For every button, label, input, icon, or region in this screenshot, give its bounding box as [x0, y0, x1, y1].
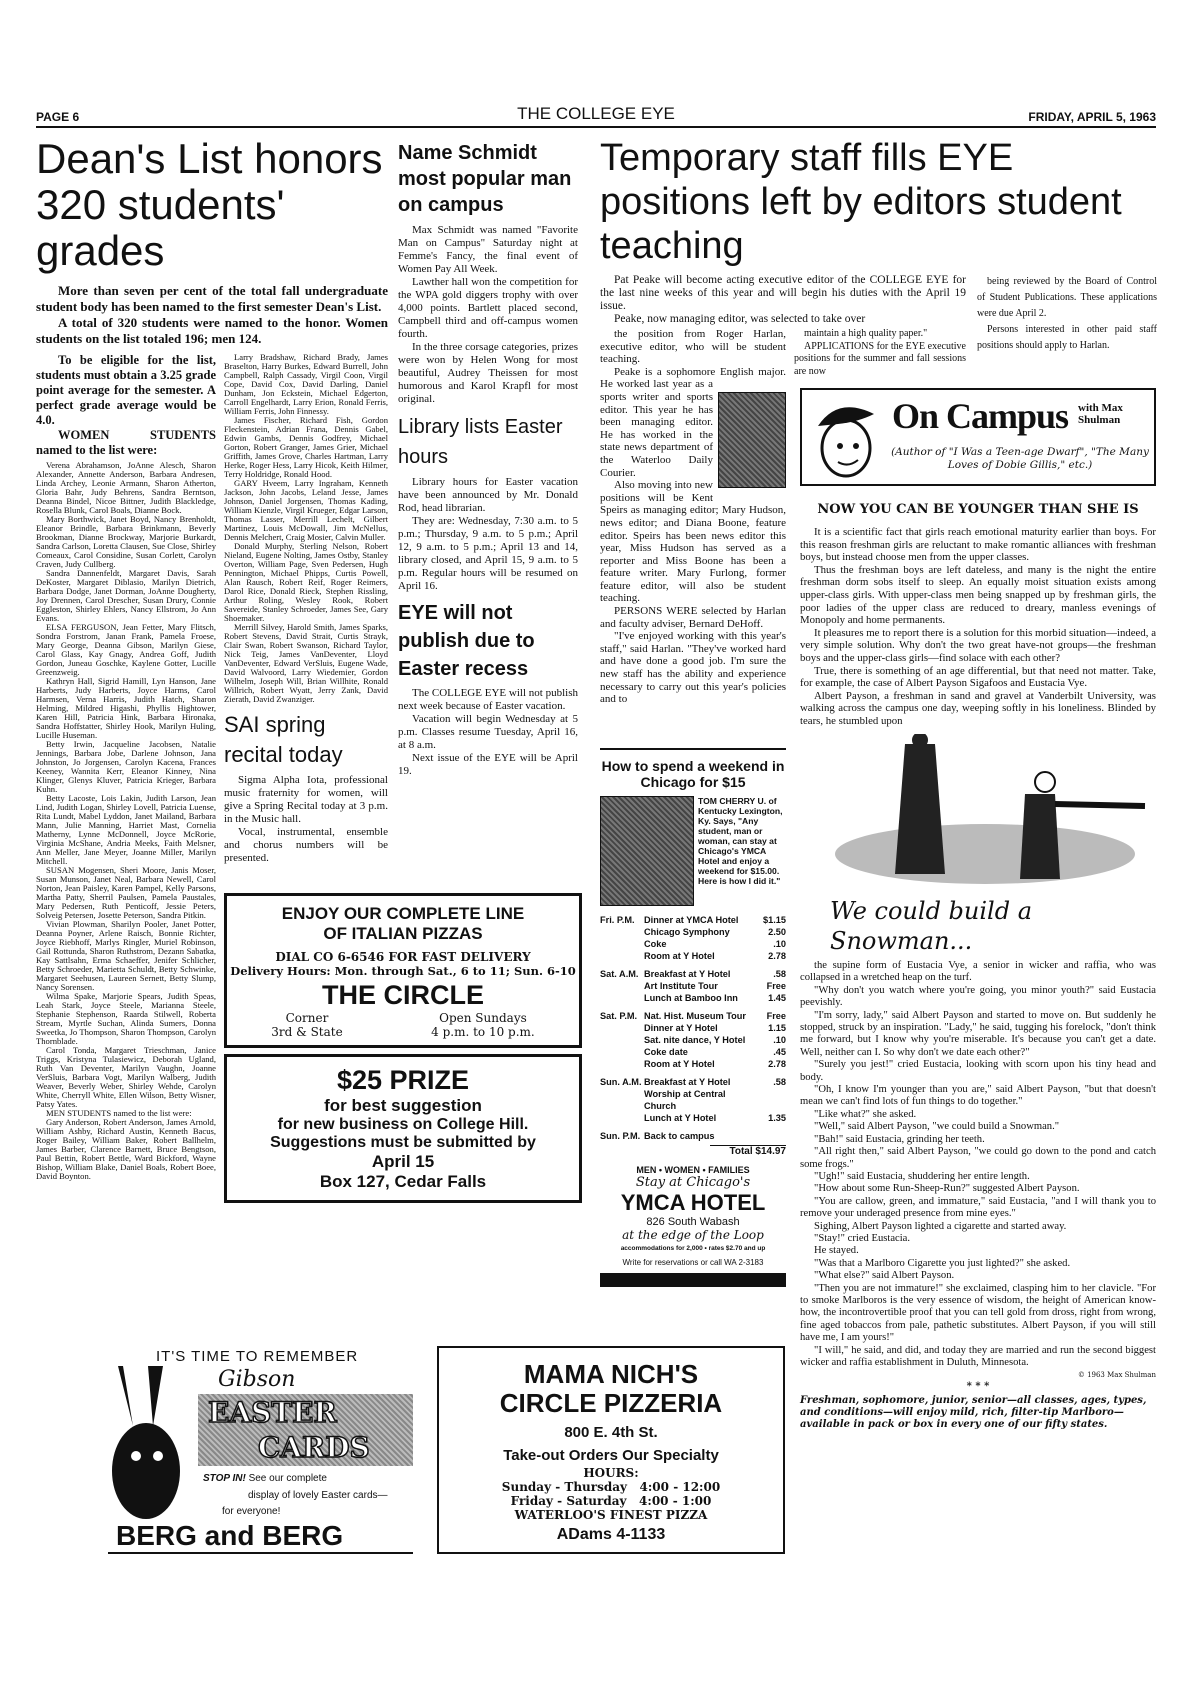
on-campus-banner	[800, 388, 1156, 486]
paragraph: the position from Roger Harlan, executive editor, who will be student teaching.	[600, 328, 786, 366]
itinerary-time	[600, 1112, 644, 1124]
itinerary-item: Lunch at Y Hotel	[644, 1113, 717, 1123]
paragraph: Also moving into new positions will be Kent Speirs as managing editor; Mary Hudson, news editor; and Diana Boone, feature editor. Speirs has been news editor this year, Miss Hudson has served as a reporter and Miss Boone has been a feature writer. Mary Furlong, former feature editor, will also be student teaching.	[600, 479, 786, 605]
eye-recess-headline: EYE will not publish due to Easter recess	[398, 602, 535, 680]
itinerary-row	[600, 914, 786, 926]
staff-col-a	[600, 328, 786, 706]
itinerary-cost: 2.78	[768, 951, 786, 961]
itinerary-row	[600, 926, 786, 938]
paragraph: Kathryn Hall, Sigrid Hamill, Lyn Hanson, Jane Harberts, Judy Harberts, Joyce Harms, Carol Harmsen, Verna Harris, Judith Hatch, Sharon Helming, Mildred Higashi, Phyllis Hightower, Karen Hill, Patricia Hink, Barbara Hironaka, Sandra Hoffstatter, Shirley Hook, Marilyn Huling, Lucille Huseman.	[36, 675, 216, 740]
itinerary-time	[600, 1046, 644, 1058]
cartoon-illustration	[815, 734, 1155, 894]
deans-intro	[36, 283, 388, 347]
itinerary-row	[600, 968, 786, 980]
paragraph: Donald Murphy, Sterling Nelson, Robert Nieland, Eugene Nolting, James Ostby, Stanley Overton, William Page, Sven Pedersen, Hugh Pennington, Michael Phipps, Curtis Powell, Alan Rausch, Robert Reif, Roger Reimers, Darol Rice, Donald Rieck, Stephen Rissling, Arthur Roling, Wesley Rook, Robert Savereide, Stanley Schroeder, James See, Gary Shoemaker.	[224, 540, 388, 623]
ad-hours: Delivery Hours: Mon. through Sat., 6 to 11; Sun. 6-10	[230, 964, 576, 978]
paragraph: The COLLEGE EYE will not publish next week because of Easter vacation.	[398, 687, 578, 712]
paragraph: GARY Hveem, Larry Ingraham, Kenneth Jackson, John Jacobs, Leland Jesse, James Johnson, Daniel Jorgensen, Thomas Kading, William Kienzle, Virgil Krueger, Edgar Larson, Thomas Lasser, Merrill Lechelt, Gilbert Martinez, Louis McDowall, Jim McNellus, Dennis Melchert, Craig Mosier, Calvin Muller.	[224, 477, 388, 542]
ad-line: See our complete	[248, 1473, 327, 1484]
itinerary-item: Coke date	[644, 1047, 688, 1057]
paragraph: Carol Tonda, Margaret Trieschman, Janice Triggs, Kristyna Tulasiewicz, Deborah Ugland, Ruth Van Deventer, Marilyn Vaughn, Joanne VerSluis, Barbara Vogt, Marilyn Walberg, Judith Weaver, Beverly Weber, Shirley Wehde, Carolyn White, Cherryll White, Ellen Wilson, Betty Wisner, Patsy Yates.	[36, 1044, 216, 1109]
itinerary-row	[600, 1076, 786, 1088]
itinerary-cost: 1.35	[768, 1113, 786, 1123]
staff-lead	[600, 274, 966, 326]
issue-date: FRIDAY, APRIL 5, 1963	[1028, 110, 1156, 124]
itinerary-item: Dinner at YMCA Hotel	[644, 915, 739, 925]
on-campus-logo: On Campus	[892, 396, 1069, 436]
columnist-name: with Max Shulman	[1078, 402, 1123, 426]
paragraph: Mary Borthwick, Janet Boyd, Nancy Brenholdt, Eleanor Brindle, Barbara Brinkmann, Beverly Brookman, Dianne Brockway, Marjorie Burkardt, Sandra Carlson, Loretta Clausen, Sue Close, Shirley Comeaux, Carol Considine, Susan Corlett, Carolyn Craven, Judy Cullberg.	[36, 513, 216, 569]
paragraph: They are: Wednesday, 7:30 a.m. to 5 p.m.; Thursday, 9 a.m. to 5 p.m.; April 12, 9 a.m. to 5 p.m.; April 13 and 14, library closed, and April 15, 9 a.m. to 5 p.m. Regular hours will be resumed on April 16.	[398, 515, 578, 592]
paragraph: Peake is a sophomore English major. He worked last year as a sports writer and sports editor. This year he has been managing editor. He has worked in the state news department of the Waterloo Daily Courier.	[600, 365, 786, 479]
itinerary-cost: $1.15	[763, 915, 786, 925]
itinerary-cost: 2.78	[768, 1059, 786, 1069]
ad-hours-time: 4:00 - 1:00	[639, 1494, 712, 1508]
itinerary-row	[600, 980, 786, 992]
paragraph: Peake, now managing editor, was selected to take over	[614, 313, 866, 325]
deans-list-headline: Dean's List honors 320 students' grades	[36, 135, 383, 275]
itinerary-item: Room at Y Hotel	[644, 1059, 715, 1069]
paragraph: It pleasures me to report there is a solution for this morbid situation—indeed, a very simple solution. Why don't the two great have-not groups—the freshman boys and the upper-class girls—find solace with each other?	[800, 626, 1156, 664]
paragraph: "Was that a Marlboro Cigarette you just lighted?" she asked.	[814, 1257, 1071, 1269]
itinerary-item: Nat. Hist. Museum Tour	[644, 1011, 746, 1021]
itinerary-row	[600, 1130, 786, 1142]
itinerary-item: Sat. nite dance, Y Hotel	[644, 1035, 746, 1045]
ymca-bar	[600, 1273, 786, 1287]
paragraph: Vivian Plowman, Sharilyn Pooler, Janet Potter, Deanna Poyner, Arlene Raisch, Bonnie Richter, Joyce Riebhoff, Marlys Ringler, Muriel Robinson, Gail Rottunda, Sharon Ruthstrom, Dezann Sabatka, Kay Sattlsahn, Erma Schaeffer, Jenifer Schlicher, Betty Schroeder, Marietta Schuldt, Betty Schwinke, Margaret Seehusen, Laureen Sernett, Betty Slump, Nancy Sorensen.	[36, 918, 216, 992]
staff-col-a-text	[600, 328, 786, 706]
paragraph: Larry Bradshaw, Richard Brady, James Braselton, Harry Burkes, Edward Burrell, John Campbell, Ralph Cassady, Virgil Coon, Virgil Cope, David Cox, David Darling, Daniel Dunham, Jon Eckstein, Michael Edgerton, Carroll Engelhardt, Larry Erion, Ronald Ferris, William Ferris, John Finnessy.	[224, 351, 388, 416]
ad-address: 800 E. 4th St.	[564, 1424, 658, 1441]
prize-ad	[224, 1054, 582, 1203]
itinerary-row	[600, 938, 786, 950]
deans-column-1	[36, 353, 216, 1181]
sai-headline: SAI spring recital today	[224, 711, 343, 767]
paragraph: "Ugh!" said Eustacia, shuddering her entire length.	[814, 1170, 1030, 1182]
ad-line: Take-out Orders Our Specialty	[503, 1447, 719, 1464]
itinerary-row	[600, 1088, 786, 1112]
ad-line: Corner	[285, 1011, 329, 1025]
ad-hours-days: Sunday - Thursday	[501, 1480, 627, 1494]
itinerary-cost: Free	[766, 1011, 786, 1021]
ad-hours-time: 4:00 - 12:00	[639, 1480, 721, 1494]
itinerary-time: Sun. A.M.	[600, 1077, 642, 1087]
ad-line: 4 p.m. to 10 p.m.	[431, 1025, 535, 1039]
paragraph: He stayed.	[814, 1245, 859, 1257]
cartoon-caption: We could build a Snowman...	[830, 897, 1033, 955]
eye-recess-body	[398, 687, 578, 778]
itinerary-time: Sat. P.M.	[600, 1011, 638, 1021]
deans-men-list	[224, 353, 388, 704]
paragraph: Thus the freshman boys are left dateless, and many is the night the entire freshman dorm sobs itself to sleep. An equally moist situation exists among upper-class girls. With upper-class men being snapped up by freshman girls, the poor ladies of the upper class are reduced to dreary, manless evenings of Monopoly and home permanents.	[800, 563, 1156, 627]
paragraph: Next issue of the EYE will be April 19.	[398, 752, 578, 777]
paragraph: being reviewed by the Board of Control of Student Publications. These applications were due April 2.	[977, 276, 1157, 319]
paragraph: Gary Anderson, Robert Anderson, James Arnold, William Ashby, Richard Austin, Kenneth Bacus, Roger Bailey, William Baker, Robert Ballhelm, James Barber, Clarence Barnett, Bruce Bengtson, Paul Bettin, Robert Bettle, Ward Bickford, Wayne Bishop, William Blake, Daniel Boals, Robert Boee, David Boynton.	[36, 1116, 216, 1181]
paragraph: "Surely you jest!" cried Eustacia, looking with scorn upon his tiny head and body.	[800, 1059, 1156, 1083]
itinerary-item: Worship at Central Church	[644, 1089, 726, 1111]
paragraph: SUSAN Mogensen, Sheri Moore, Janis Moser, Susan Munson, Janet Neal, Barbara Newell, Carol Norton, Jean Paisley, Karen Pampel, Kelly Parsons, Martha Patty, Sherril Paulsen, Pamela Paustales, Mary Pedersen, Ruth Penticoff, Jessie Peters, Solveig Petersen, Josette Peterson, Sandra Pitkin.	[36, 864, 216, 920]
ymca-stay: Stay at Chicago's	[635, 1175, 751, 1190]
itinerary-item: Breakfast at Y Hotel	[644, 969, 731, 979]
paragraph: "Stay!" cried Eustacia.	[814, 1232, 911, 1244]
ad-line: 3rd & State	[271, 1025, 343, 1039]
ad-line: STOP IN!	[203, 1473, 246, 1484]
itinerary-row	[600, 1058, 786, 1070]
itinerary-item: Breakfast at Y Hotel	[644, 1077, 731, 1087]
paragraph: "Bah!" said Eustacia, grinding her teeth.	[814, 1133, 985, 1145]
itinerary-cost: 2.50	[768, 927, 786, 937]
ad-line: CIRCLE PIZZERIA	[499, 1388, 723, 1418]
itinerary-row	[600, 950, 786, 962]
paragraph: WOMEN STUDENTS named to the list were:	[36, 427, 216, 457]
paragraph: "Then you are not immature!" she exclaimed, clasping him to her clavicle. "For to smoke Marlboros is the very essence of wisdom, the height of American know-how, the incontrovertible proof that you can tell gold from dross, right from wrong, fine aged tobaccos from pale, pathetic substitutes. Albert Payson, if you will still have me, I am yours!"	[800, 1282, 1156, 1344]
staff-headline: Temporary staff fills EYE positions left by editors student teaching	[600, 137, 1122, 267]
paragraph: Sighing, Albert Payson lighted a cigarette and started away.	[814, 1220, 1067, 1232]
paragraph: "All right then," said Albert Payson, "we could go down to the pond and catch some frogs."	[800, 1146, 1156, 1170]
copyright: © 1963 Max Shulman	[1077, 1371, 1156, 1379]
paragraph: ELSA FERGUSON, Jean Fetter, Mary Flitsch, Sondra Forstrom, Janan Frank, Pamela Froese, Mary George, Deanna Gibson, Marilyn Giese, Carol Glass, Kay Gnagy, Andrea Goff, Judith Gordon, Juneau Goschke, Kaylene Gotter, Lucille Greenzweig.	[36, 621, 216, 677]
author-credit: (Author of "I Was a Teen-age Dwarf", "The Many Loves of Dobie Gillis," etc.)	[891, 446, 1149, 471]
itinerary-row	[600, 1034, 786, 1046]
itinerary-cost: .58	[773, 969, 786, 979]
itinerary-time: Fri. P.M.	[600, 915, 635, 925]
gibson-logo: Gibson	[218, 1367, 296, 1392]
paragraph: To be eligible for the list, students must obtain a 3.25 grade point average for the semester. A perfect grade average would be 4.0.	[36, 352, 216, 427]
paragraph: "Why don't you watch where you're going, you minor youth?" said Eustacia peevishly.	[800, 984, 1156, 1009]
paragraph: Wilma Spake, Marjorie Spears, Judith Speas, Leah Stark, Joyce Steele, Marianna Steele, Stephanie Stephenson, Raarda Stilwell, Roberta Stream, Myrtle Suchan, Alinda Sumers, Donna Sweetka, Jo Thompson, Sharon Thompson, Carolyn Thornblade.	[36, 990, 216, 1046]
ad-title: EASTER	[208, 1396, 337, 1429]
paper-name: THE COLLEGE EYE	[517, 104, 675, 123]
itinerary-cost: .58	[773, 1077, 786, 1087]
staff-col-b	[794, 328, 966, 378]
paragraph: "Like what?" she asked.	[814, 1108, 917, 1120]
bunny-icon	[108, 1366, 188, 1526]
masthead-bar	[36, 106, 1156, 128]
paragraph: Betty Lacoste, Lois Lakin, Judith Larson, Jean Lind, Judith Logan, Shirley Lovell, Patricia Luense, Rita Lundt, Mabel Lyddon, Janet Mailand, Barbara Mann, Julie Manning, Harriet Mast, Cornelia Matherny, Lynne McDonnell, Joyce McRorie, Virginia McShane, Andria Meeks, Faith Melsner, Ann Meller, Jane Meyer, Joanne Miller, Marilyn Mitchell.	[36, 792, 216, 866]
deans-column-2	[224, 353, 388, 865]
paragraph: Sandra Dannenfeldt, Margaret Davis, Sarah DeKoster, Margaret Diblasio, Marilyn Dietrich, Barbara Dodge, Janet Dorman, JoAnne Dougherty, Joy Drennen, Carol Drescher, Susan Drury, Connie Eggleston, Shirley Ehlers, Nancy Ellstrom, Jo Ann Evans.	[36, 567, 216, 623]
ymca-itinerary	[600, 914, 786, 1142]
ad-line: for best suggestion	[324, 1096, 482, 1115]
paragraph: MEN STUDENTS named to the list were:	[46, 1107, 192, 1118]
paragraph: Max Schmidt was named "Favorite Man on Campus" Saturday night at Femme's Fancy, the final event of Women Pay All Week.	[398, 224, 578, 275]
itinerary-time	[600, 926, 644, 938]
paragraph: Pat Peake will become acting executive editor of the COLLEGE EYE for the last nine weeks of this year and will begin his duties with the April 19 issue.	[600, 274, 966, 312]
paragraph: It is a scientific fact that girls reach emotional maturity earlier than boys. For this reason freshman girls are reluctant to make romantic alliances with freshman boys, but instead choose men from the upper classes.	[800, 526, 1156, 564]
itinerary-time	[600, 938, 644, 950]
itinerary-time	[600, 1034, 644, 1046]
ad-line: $25 PRIZE	[336, 1065, 470, 1095]
paragraph: James Fischer, Richard Fish, Gordon Fleckenstein, Adrian Frana, Dennis Gabel, Edwin Gambs, Dennis Godfrey, Michael Gorton, Robert Granger, James Grier, Michael Griffith, James Grove, Charles Hartman, Larry Herke, Roger Hess, Larry Hicok, Keith Hilmer, Terry Holdridge, Ronald Hood.	[224, 414, 388, 479]
itinerary-time	[600, 1022, 644, 1034]
ad-phone: ADams 4-1133	[556, 1526, 666, 1543]
paragraph: True, there is something of an age differential, but that need not matter. Take, for example, the case of Albert Payson Sigafoos and Eustacia Vye.	[800, 664, 1156, 690]
itinerary-item: Room at Y Hotel	[644, 951, 715, 961]
paragraph: "What else?" said Albert Payson.	[814, 1270, 955, 1282]
paragraph: Library hours for Easter vacation have been announced by Mr. Donald Rod, head librarian.	[398, 476, 578, 514]
itinerary-cost: .10	[773, 939, 786, 949]
itinerary-cost: .45	[773, 1047, 786, 1057]
paragraph: the supine form of Eustacia Vye, a senior in wicker and raffia, who was collapsed in a wretched heap on the turf.	[800, 960, 1156, 984]
itinerary-time	[600, 1088, 644, 1112]
itinerary-time	[600, 992, 644, 1004]
ad-phone: DIAL CO 6-6546 FOR FAST DELIVERY	[275, 950, 531, 964]
paragraph: "You are callow, green, and immature," said Eustacia, "and I will thank you to remove your underaged presence from mine eyes."	[800, 1195, 1156, 1220]
ymca-name: YMCA HOTEL	[620, 1190, 766, 1215]
ad-line: April 15	[371, 1152, 435, 1171]
itinerary-cost	[756, 1130, 786, 1142]
ymca-total: Total $14.97	[710, 1145, 786, 1157]
paragraph: Merrill Silvey, Harold Smith, James Sparks, Robert Stevens, David Strait, Curtis Strayk, Clair Swan, Robert Swanson, Richard Taylor, Nick Teig, James VanDeventer, Lloyd VanDeventer, Edward VerSluis, Eugene Wade, David Walvoord, Larry Wiedemier, Gordon Wilhelm, Joseph Will, Brian Willhite, Ronald Willrich, Robert Wyatt, Jerry Zank, David Zierath, David Zwanziger.	[224, 621, 388, 704]
ad-line: Box 127, Cedar Falls	[319, 1172, 487, 1191]
schmidt-body	[398, 224, 578, 406]
itinerary-item: Coke	[644, 939, 667, 949]
ymca-accom: accommodations for 2,000 • rates $2.70 and up	[620, 1245, 766, 1252]
ad-line: WATERLOO'S FINEST PIZZA	[514, 1508, 708, 1522]
paragraph: Albert Payson, a freshman in sand and gravel at Vanderbilt University, was walking across the campus one day, weeping softly in his loneliness. Blinded by tears, he stumbled upon	[800, 689, 1156, 727]
ymca-headline: How to spend a weekend in Chicago for $15	[601, 758, 785, 790]
ad-line: for everyone!	[222, 1506, 281, 1517]
ymca-edge: at the edge of the Loop	[622, 1228, 764, 1242]
easter-cards-ad	[108, 1346, 413, 1554]
library-body	[398, 476, 578, 593]
itinerary-item: Chicago Symphony	[644, 927, 730, 937]
paragraph: "I've enjoyed working with this year's staff," said Harlan. "They've worked hard and have done a good job. I'm sure the new staff has the ability and experience necessary to carry out this year's policies and to	[600, 630, 786, 706]
itinerary-cost: .10	[773, 1035, 786, 1045]
column-body-2	[800, 960, 1156, 1369]
marlboro-tagline: Freshman, sophomore, junior, senior—all classes, ages, types, and conditions—will enjoy mild, rich, filter-tip Marlboro—available in pack or box in every one of our fifty states.	[800, 1395, 1147, 1430]
paragraph: Verena Abrahamson, JoAnne Alesch, Sharon Alexander, Annette Anderson, Barbara Andresen, Linda Archey, Leonie Armann, Sharon Atherton, Gloria Bahr, Judy Behrens, Sandra Berntson, Deanna Bindel, Nicoe Bittner, Judith Blackledge, Rosella Blunk, Carol Boals, Dianne Bock.	[36, 459, 216, 515]
separator-stars: * * *	[966, 1381, 990, 1392]
caricature-icon	[808, 396, 880, 482]
middle-column	[398, 140, 578, 778]
paragraph: Lawther hall won the competition for the WPA gold diggers trophy with over 4,000 points. Bartlett placed second, Campbell third and off-campus women fourth.	[398, 276, 578, 340]
paragraph: "How about some Run-Sheep-Run?" suggested Albert Payson.	[814, 1183, 1080, 1195]
column-heading: NOW YOU CAN BE YOUNGER THAN SHE IS	[817, 502, 1139, 517]
page-number: PAGE 6	[36, 110, 80, 124]
ymca-write: Write for reservations or call WA 2-3183	[622, 1258, 764, 1267]
itinerary-row	[600, 1022, 786, 1034]
deans-eligibility	[36, 353, 216, 458]
schmidt-headline: Name Schmidt most popular man on campus	[398, 142, 572, 216]
itinerary-cost: Free	[766, 981, 786, 991]
paragraph: APPLICATIONS for the EYE executive positions for the summer and fall sessions are now	[794, 340, 966, 377]
itinerary-row	[600, 992, 786, 1004]
itinerary-time	[600, 950, 644, 962]
ad-line: OF ITALIAN PIZZAS	[323, 924, 483, 943]
ad-line: HOURS:	[583, 1466, 639, 1480]
itinerary-item: Lunch at Bamboo Inn	[644, 993, 738, 1003]
ymca-quote: TOM CHERRY U. of Kentucky Lexington, Ky. Says, "Any student, man or woman, can stay at Chicago's YMCA Hotel and enjoy a weekend for $15.00. Here is how I did it."	[698, 796, 783, 886]
paragraph: Vacation will begin Wednesday at 5 p.m. Classes resume Tuesday, April 16, at 8 a.m.	[398, 713, 578, 751]
ad-line: Suggestions must be submitted by	[270, 1134, 536, 1151]
paragraph: PERSONS WERE selected by Harlan and faculty adviser, Bernard DeHoff.	[600, 605, 786, 630]
paragraph: "Well," said Albert Payson, "we could build a Snowman."	[814, 1121, 1060, 1133]
sai-body	[224, 774, 388, 865]
ymca-ad	[600, 748, 786, 1287]
store-name: BERG and BERG	[116, 1520, 344, 1551]
itinerary-item: Back to campus	[644, 1131, 715, 1141]
paragraph: In the three corsage categories, prizes were won by Helen Wong for most beautiful, Audrey Theissen for most humorous and Karol Krapfl for most original.	[398, 341, 578, 405]
ad-line: IT'S TIME TO REMEMBER	[156, 1348, 359, 1365]
itinerary-row	[600, 1046, 786, 1058]
itinerary-row	[600, 1010, 786, 1022]
ad-line: for new business on College Hill.	[277, 1116, 529, 1133]
column-body-1	[800, 526, 1156, 728]
paragraph: Vocal, instrumental, ensemble and chorus numbers will be presented.	[224, 825, 388, 864]
itinerary-time: Sat. A.M.	[600, 969, 639, 979]
itinerary-cost: 1.15	[768, 1023, 786, 1033]
ad-line: ENJOY OUR COMPLETE LINE	[281, 904, 525, 923]
itinerary-time	[600, 1058, 644, 1070]
itinerary-time: Sun. P.M.	[600, 1131, 641, 1141]
itinerary-cost	[756, 1088, 786, 1112]
paragraph: "I will," he said, and did, and today they are married and run the second biggest wicker and raffia establishment in Duluth, Minnesota.	[800, 1344, 1156, 1368]
paragraph: "I'm sorry, lady," said Albert Payson and started to move on. But suddenly he stopped, struck by an inspiration. "Lady," he said, tugging his forelock, "don't think me forward, but I know why you're miserable. It's because you can't get a date. Well, neither can I. So why don't we date each other?"	[800, 1009, 1156, 1058]
paragraph: Betty Irwin, Jacqueline Jacobsen, Natalie Jennings, Barbara Jobe, Darlene Johnson, Jana Johnston, Jo Jorgensen, Carolyn Kacena, Frances Keeney, Wannita Kerr, Eleanor Kinney, Nina Klinger, Glenys Kluver, Patricia Krieger, Barbara Kuhn.	[36, 738, 216, 794]
deans-women-list	[36, 461, 216, 1181]
itinerary-row	[600, 1112, 786, 1124]
ad-line: Open Sundays	[439, 1011, 527, 1025]
mama-nichs-ad	[437, 1346, 785, 1554]
paragraph: Persons interested in other paid staff positions should apply to Harlan.	[977, 324, 1157, 351]
portrait-photo	[718, 392, 786, 488]
ad-title: CARDS	[258, 1431, 370, 1464]
staff-col-c	[977, 274, 1157, 354]
library-headline: Library lists Easter hours	[398, 416, 563, 468]
paragraph: A total of 320 students were named to the honor. Women students on the list totaled 196; men 124.	[36, 314, 388, 346]
itinerary-item: Dinner at Y Hotel	[644, 1023, 718, 1033]
paragraph: More than seven per cent of the total fall undergraduate student body has been named to the first semester Dean's List.	[36, 282, 388, 314]
itinerary-cost: 1.45	[768, 993, 786, 1003]
ymca-address: 826 South Wabash	[646, 1216, 740, 1228]
itinerary-time	[600, 980, 644, 992]
paragraph: maintain a high quality paper."	[804, 328, 928, 339]
circle-pizza-ad	[224, 893, 582, 1048]
ad-store-name: THE CIRCLE	[322, 980, 484, 1010]
ad-line: MAMA NICH'S	[523, 1359, 699, 1389]
ad-hours-days: Friday - Saturday	[510, 1494, 627, 1508]
itinerary-item: Art Institute Tour	[644, 981, 718, 991]
ad-line: display of lovely Easter cards—	[248, 1490, 388, 1501]
paragraph: "Oh, I know I'm younger than you are," said Albert Payson, "but that doesn't mean we can't find lots of fun things to do together."	[800, 1084, 1156, 1108]
paragraph: Sigma Alpha Iota, professional music fraternity for women, will give a Spring Recital today at 3 p.m. in the Music hall.	[224, 773, 388, 825]
ymca-tag: MEN • WOMEN • FAMILIES	[636, 1165, 750, 1175]
tom-cherry-photo	[600, 796, 694, 906]
